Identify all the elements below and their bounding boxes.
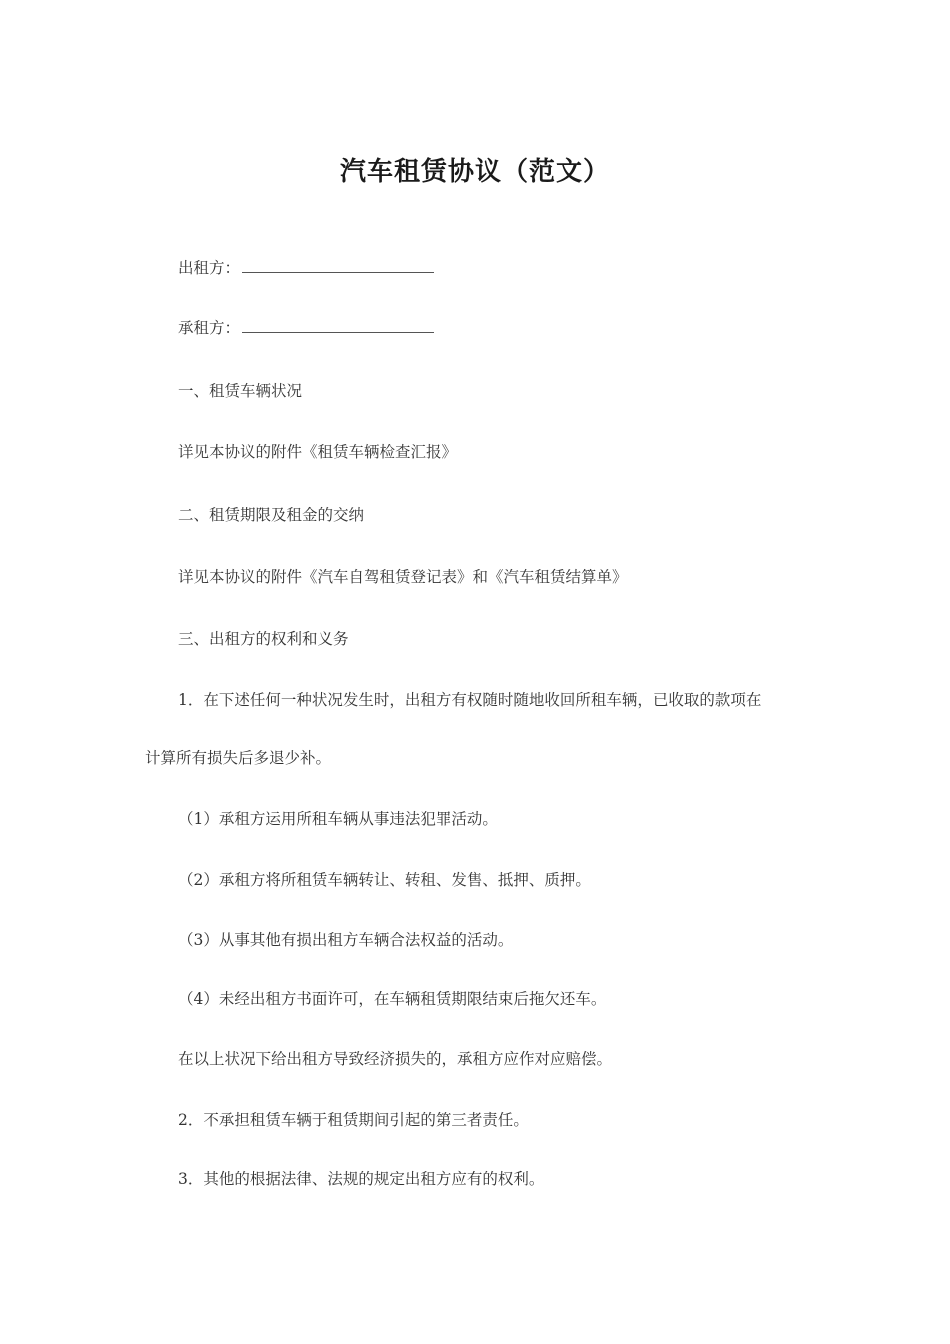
paragraph: 3．其他的根据法律、法规的规定出租方应有的权利。 bbox=[178, 1170, 545, 1188]
paragraph: 详见本协议的附件《租赁车辆检查汇报》 bbox=[178, 443, 458, 461]
paragraph: 在以上状况下给出租方导致经济损失的，承租方应作对应赔偿。 bbox=[178, 1050, 613, 1068]
list-item: （1）承租方运用所租车辆从事违法犯罪活动。 bbox=[178, 810, 498, 828]
document-title: 汽车租赁协议（范文） bbox=[339, 157, 610, 187]
lessee-blank-field bbox=[242, 317, 434, 333]
section-heading: 三、出租方的权利和义务 bbox=[178, 630, 349, 648]
list-item: （2）承租方将所租赁车辆转让、转租、发售、抵押、质押。 bbox=[178, 871, 591, 889]
lessee-label: 承租方： bbox=[178, 319, 241, 337]
lessee-line bbox=[178, 316, 434, 340]
lessor-label: 出租方： bbox=[178, 259, 241, 277]
section-heading: 一、租赁车辆状况 bbox=[178, 382, 303, 400]
paragraph: 详见本协议的附件《汽车自驾租赁登记表》和《汽车租赁结算单》 bbox=[178, 568, 628, 586]
lessor-blank-field bbox=[242, 257, 434, 273]
paragraph: 1．在下述任何一种状况发生时，出租方有权随时随地收回所租车辆，已收取的款项在 bbox=[178, 691, 762, 709]
section-heading: 二、租赁期限及租金的交纳 bbox=[178, 506, 365, 524]
list-item: （3）从事其他有损出租方车辆合法权益的活动。 bbox=[178, 931, 514, 949]
paragraph: 2．不承担租赁车辆于租赁期间引起的第三者责任。 bbox=[178, 1111, 529, 1129]
paragraph-continuation: 计算所有损失后多退少补。 bbox=[145, 749, 332, 767]
lessor-line bbox=[178, 256, 434, 280]
list-item: （4）未经出租方书面许可，在车辆租赁期限结束后拖欠还车。 bbox=[178, 990, 607, 1008]
